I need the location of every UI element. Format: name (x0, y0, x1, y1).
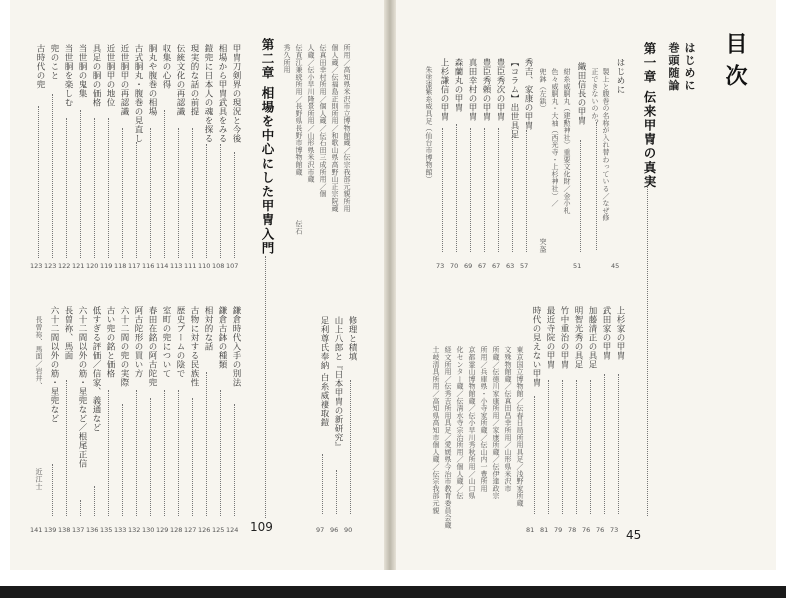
leader-line (206, 144, 207, 258)
page-number: 133 (114, 526, 127, 534)
toc-entry: 春田在銘の阿古陀兜 (147, 306, 157, 387)
page-number: 120 (86, 262, 99, 270)
toc-subentry-tail: 伝石 (295, 220, 303, 235)
page-number: 124 (226, 526, 239, 534)
toc-subentry: 所用／兵庫県・小寺家所蔵／伝山内一豊所用 (480, 346, 488, 492)
toc-entry: 竹中重治の甲冑 (559, 306, 569, 369)
page-number: 67 (478, 262, 487, 270)
toc-entry: 最近寺院の甲冑 (545, 306, 555, 369)
toc-entry: 相場から甲冑武具をみる (217, 44, 227, 143)
toc-entry: 古式胴丸・腹巻の見直し (133, 44, 143, 143)
leader-line (164, 110, 165, 258)
leader-line (456, 124, 457, 252)
toc-entry: はじめに (615, 58, 625, 94)
leader-line (220, 390, 221, 516)
page-number: 119 (100, 262, 113, 270)
bottom-edge (0, 586, 786, 598)
leader-line (596, 122, 597, 250)
page-number: 111 (184, 262, 197, 270)
page-number: 139 (44, 526, 57, 534)
page-number: 125 (212, 526, 225, 534)
leader-line (322, 454, 323, 514)
page-number: 76 (596, 526, 605, 534)
page-number: 123 (30, 262, 43, 270)
page-number: 137 (72, 526, 85, 534)
leader-line (512, 130, 513, 252)
page-number: 127 (184, 526, 197, 534)
toc-entry: 鎌倉古鉢の種類 (217, 306, 227, 369)
toc-entry: 当世胴を楽しむ (63, 44, 73, 107)
toc-subentry: 伝直江兼続所用／長野県長野市博物館蔵 (295, 44, 303, 176)
toc-subentry: 正できないのか？ (591, 68, 599, 127)
leader-line (470, 128, 471, 252)
leader-line (122, 128, 123, 258)
page-number: 57 (520, 262, 529, 270)
page-number: 79 (554, 526, 563, 534)
page-number: 97 (316, 526, 325, 534)
toc-entry: 山上八郎と『日本甲冑の新研究』 (333, 316, 343, 451)
leader-line (52, 464, 53, 516)
page-number: 81 (526, 526, 535, 534)
toc-entry: 修理と積填 (347, 316, 357, 361)
page-number: 117 (128, 262, 141, 270)
toc-entry: 低すぎる評価／信家、義通など (91, 306, 101, 432)
toc-subentry: 文殊物館蔵／伝真田昌幸所用／山形県米沢市 (504, 346, 512, 492)
toc-subentry: 所蔵／伝徳川家康所用／家康所蔵／伝伊達政宗 (492, 346, 500, 500)
toc-subentry: 人蔵／伝小早川隆景所用／山形県米沢市蔵 (307, 44, 315, 183)
toc-subentry: 経文所用／伝秀吉所用具足／愛媛県今治市教育委員会蔵 (444, 346, 452, 529)
toc-subentry: 製上と腹巻の名称が入れ替わっている／なぜ修 (602, 68, 610, 222)
toc-entry: 【コラム】出世具足 (509, 58, 519, 139)
toc-entry: 収集の心得 (161, 44, 171, 89)
toc-subentry: 京都霊山博物館蔵／伝小早川秀秋所用／山口県 (468, 346, 476, 500)
page-number: 90 (344, 526, 353, 534)
leader-line (220, 144, 221, 258)
toc-subentry: 朱塗漆紫糸威具足（仙台市博物館） (425, 66, 433, 183)
leader-line (647, 186, 648, 516)
leader-line (192, 128, 193, 258)
page-number: 108 (212, 262, 225, 270)
toc-subentry-tail: 近江士 (35, 468, 43, 490)
leader-line (534, 396, 535, 514)
leader-line (206, 372, 207, 516)
page-number: 116 (142, 262, 155, 270)
chapter1-page: 45 (626, 528, 642, 542)
leader-line (108, 390, 109, 516)
chapter2-page: 109 (250, 520, 273, 534)
page-number: 128 (170, 526, 183, 534)
leader-line (562, 380, 563, 514)
toc-title: 目次 (722, 32, 748, 96)
page-number: 135 (100, 526, 113, 534)
toc-entry: 近世胴甲の地位 (105, 44, 115, 107)
leader-line (52, 94, 53, 258)
toc-subentry-tail: 突盔 (539, 238, 547, 253)
leader-line (94, 118, 95, 258)
leader-line (618, 374, 619, 514)
page-number: 136 (86, 526, 99, 534)
leader-line (164, 390, 165, 516)
page-number: 123 (44, 262, 57, 270)
page-number: 110 (198, 262, 211, 270)
toc-entry: 六十二間以外の筋・星兜など／根尾正信 (77, 306, 87, 468)
leader-line (336, 470, 337, 514)
leader-line (484, 128, 485, 252)
toc-entry: 森蘭丸の甲冑 (453, 58, 463, 112)
leader-line (498, 128, 499, 252)
leader-line (136, 142, 137, 258)
leader-line (80, 110, 81, 258)
leader-line (66, 118, 67, 258)
page-number: 122 (58, 262, 71, 270)
leader-line (150, 398, 151, 516)
leader-line (122, 404, 123, 516)
toc-entry: 伝統文化の再認識 (175, 44, 185, 116)
page-number: 132 (128, 526, 141, 534)
leader-line (350, 380, 351, 514)
toc-subentry: 兜鉢（左鋲） (539, 68, 547, 112)
leader-line (234, 152, 235, 258)
page-number: 129 (156, 526, 169, 534)
leader-line (136, 390, 137, 516)
chapter1-title: 第一章 伝来甲冑の真実 (642, 42, 657, 189)
toc-entry: 上杉家の甲冑 (615, 306, 625, 360)
leader-line (66, 380, 67, 516)
page-number: 130 (142, 526, 155, 534)
toc-entry: 長曽祢、馬面 (63, 306, 73, 360)
toc-entry: 鎧兜に日本人の魂を探る (203, 44, 213, 143)
toc-entry: 胴丸や腹巻の相場 (147, 44, 157, 116)
toc-entry: 真田幸村の甲冑 (467, 58, 477, 121)
toc-subentry: 伝真田幸村所用／個人蔵／伝石田三成所用／個 (319, 44, 327, 198)
toc-entry: 当世胴の鬼集 (77, 44, 87, 98)
toc-entry: 足利尊氏奉納 白糸威褄取鎧 (319, 316, 329, 428)
leader-line (192, 398, 193, 516)
toc-entry: 豊臣秀次の甲冑 (495, 58, 505, 121)
toc-subentry: 所用／高知県米沢市立博物館蔵／伝宗我部元親所用 (343, 44, 351, 212)
leader-line (576, 380, 577, 514)
page-number: 45 (611, 262, 620, 270)
toc-entry: 武田家の甲冑 (601, 306, 611, 360)
leader-line (38, 106, 39, 258)
toc-entry: 明智光秀の具足 (573, 306, 583, 369)
toc-entry: 甲冑刀剣界の現況と今後 (231, 44, 241, 143)
page-number: 113 (170, 262, 183, 270)
toc-subentry: 紺糸威胴丸（建勲神社）重要文化財／金小札 (563, 68, 571, 214)
toc-entry: 古い兜の銘と価格 (105, 306, 115, 378)
leader-line (580, 140, 581, 252)
page-number: 76 (582, 526, 591, 534)
toc-subentry: 長曽祢、馬面／岩井、 (35, 316, 43, 389)
leader-line (548, 380, 549, 514)
page-number: 51 (573, 262, 582, 270)
leader-line (150, 128, 151, 258)
page-number: 70 (450, 262, 459, 270)
toc-entry: 時代の見えない甲冑 (531, 306, 541, 387)
toc-entry: 上杉謙信の甲冑 (439, 58, 449, 121)
leader-line (590, 380, 591, 514)
leader-line (265, 256, 266, 518)
toc-entry: 織田信長の甲冑 (576, 62, 586, 125)
chapter2-title: 第二章 相場を中心にした甲冑入門 (260, 38, 275, 256)
page-number: 96 (330, 526, 339, 534)
toc-subentry: 秀久所用 (283, 44, 291, 74)
toc-entry: 歴史ブームの陰で (175, 306, 185, 378)
front-item: はじめに (683, 42, 696, 92)
front-item: 巻頭随論 (667, 42, 680, 92)
toc-entry: 現実的な話の前提 (189, 44, 199, 116)
toc-entry: 古物に対する民族性 (189, 306, 199, 387)
page-number: 121 (72, 262, 85, 270)
leader-line (234, 404, 235, 516)
toc-entry: 鎌倉時代入手の別法 (231, 306, 241, 387)
leader-line (94, 486, 95, 516)
page-number: 67 (492, 262, 501, 270)
toc-entry: 阿古陀形の買い方 (133, 306, 143, 378)
leader-line (178, 128, 179, 258)
page-number: 73 (436, 262, 445, 270)
toc-subentry: 化センター蔵／伝清水寺宗治所用／個人蔵／伝 (456, 346, 464, 500)
leader-line (604, 374, 605, 514)
page-number: 114 (156, 262, 169, 270)
leader-line (108, 118, 109, 258)
toc-entry: 加藤清正の具足 (587, 306, 597, 369)
leader-line (178, 390, 179, 516)
toc-entry: 具足の胴の価格 (91, 44, 101, 107)
page-number: 78 (568, 526, 577, 534)
toc-entry: 六十二間以外の筋・星兜など (49, 306, 59, 423)
toc-entry: 近世胴甲の再認識 (119, 44, 129, 116)
book-gutter (384, 0, 396, 570)
page-number: 126 (198, 526, 211, 534)
page-number: 118 (114, 262, 127, 270)
page-number: 69 (464, 262, 473, 270)
toc-subentry: 東京国立博物館／伝春日局所用具足／浅野家所蔵 (516, 346, 524, 507)
page-number: 107 (226, 262, 239, 270)
page-number: 73 (610, 526, 619, 534)
toc-entry: 古時代の兜 (35, 44, 45, 89)
toc-entry: 秀吉、家康の甲冑 (523, 58, 533, 130)
toc-entry: 六十二間の兜の実際 (119, 306, 129, 387)
page-number: 141 (30, 526, 43, 534)
toc-entry: 兜のこと (49, 44, 59, 80)
toc-subentry: 個人蔵／伝福島正則所用／和歌山県高野山正宗院蔵 (331, 44, 339, 212)
page-number: 63 (506, 262, 515, 270)
toc-subentry: 色々威胴丸・大袖（西光寺・上杉神社）／ (551, 68, 559, 207)
page-number: 81 (540, 526, 549, 534)
toc-entry: 相対的な話 (203, 306, 213, 351)
toc-subentry: 土岐清具所用／高知県高知市個人蔵／伝宗我部元親 (432, 346, 440, 514)
leader-line (526, 130, 527, 252)
toc-entry: 室町の兜について (161, 306, 171, 378)
leader-line (442, 128, 443, 252)
page-number: 138 (58, 526, 71, 534)
leader-line (80, 500, 81, 516)
toc-entry: 豊臣秀頼の甲冑 (481, 58, 491, 121)
